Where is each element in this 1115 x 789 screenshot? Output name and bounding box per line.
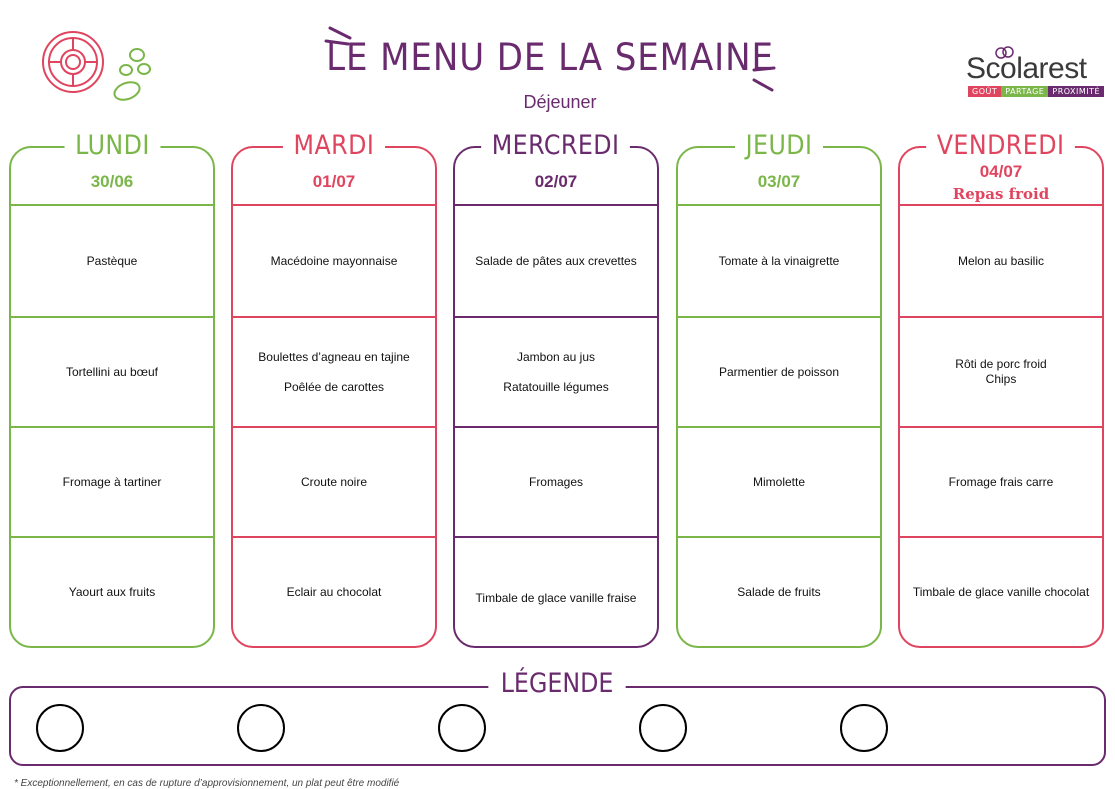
dish: Salade de fruits [737,584,821,599]
day-name: MERCREDI [455,130,657,161]
dish: Fromage à tartiner [62,474,162,489]
starter-cell [678,204,880,316]
scolarest-logo [964,46,1104,102]
dish: Rôti de porc froid [955,357,1047,371]
decorative-bowl-icon [38,28,158,108]
dessert-cell [11,536,213,646]
legend-circle [840,704,888,752]
dish: Jambon au jus [516,349,596,364]
dish: Tomate à la vinaigrette [718,253,840,268]
day-name: VENDREDI [900,130,1102,161]
dish: Fromage frais carre [948,474,1054,489]
cheese-cell [678,426,880,536]
starter-cell [900,204,1102,316]
main-cell [900,316,1102,426]
day-date: 01/07 [312,172,356,191]
dessert-cell [455,536,657,644]
dish: Pastèque [86,253,138,268]
logo-tag: PARTAGE [1001,86,1048,97]
footnote: * Exceptionnellement, en cas de rupture d’approvisionnement, un plat peut être modifié [14,778,400,789]
main-cell [11,316,213,426]
dish: Tortellini au bœuf [65,364,159,379]
dessert-cell [678,536,880,646]
dish: Parmentier de poisson [718,364,840,379]
legend-box [9,668,1106,766]
day-date: 30/06 [90,172,134,191]
dish: Poêlée de carottes [283,379,385,394]
starter-cell [455,204,657,316]
starter-cell [233,204,435,316]
legend-circle [639,704,687,752]
logo-tag: PROXIMITÉ [1048,86,1104,97]
dish: Timbale de glace vanille chocolat [912,584,1090,599]
day-name: LUNDI [11,130,213,161]
dish: Salade de pâtes aux crevettes [475,253,637,268]
logo-tagline [968,86,1104,97]
cheese-cell [233,426,435,536]
starter-cell [11,204,213,316]
main-cell [233,316,435,426]
dish: Eclair au chocolat [286,584,382,599]
day-name: MARDI [233,130,435,161]
dish: Mimolette [752,474,805,489]
page-title: LE MENU DE LA SEMAINE [326,36,774,79]
cheese-cell [900,426,1102,536]
dish: Timbale de glace vanille fraise [475,590,637,605]
main-cell [678,316,880,426]
dish: Ratatouille légumes [503,379,609,394]
day-date: 04/07 [979,162,1023,181]
dish: Yaourt aux fruits [68,584,156,599]
dish: Melon au basilic [957,253,1045,268]
dessert-cell [233,536,435,646]
dessert-cell [900,536,1102,646]
dish: Boulettes d’agneau en tajine [258,349,410,364]
legend-circle [438,704,486,752]
dish: Macédoine mayonnaise [270,253,398,268]
day-column-mercredi [453,130,659,648]
day-date: 02/07 [534,172,578,191]
day-note: Repas froid [952,185,1050,203]
day-column-vendredi [898,130,1104,648]
legend-circle [237,704,285,752]
dish: Chips [985,372,1017,386]
day-date: 03/07 [757,172,801,191]
day-name: JEUDI [678,130,880,161]
cheese-cell [11,426,213,536]
logo-tag: GOÛT [968,86,1001,97]
day-column-jeudi [676,130,882,648]
page-subtitle: Déjeuner [523,92,597,112]
cheese-cell [455,426,657,536]
legend-title: LÉGENDE [11,668,1104,699]
day-column-mardi [231,130,437,648]
main-cell [455,316,657,426]
logo-name: Scolarest [966,52,1087,85]
dish: Fromages [528,474,584,489]
legend-circle [36,704,84,752]
dish: Croute noire [300,474,368,489]
day-column-lundi [9,130,215,648]
